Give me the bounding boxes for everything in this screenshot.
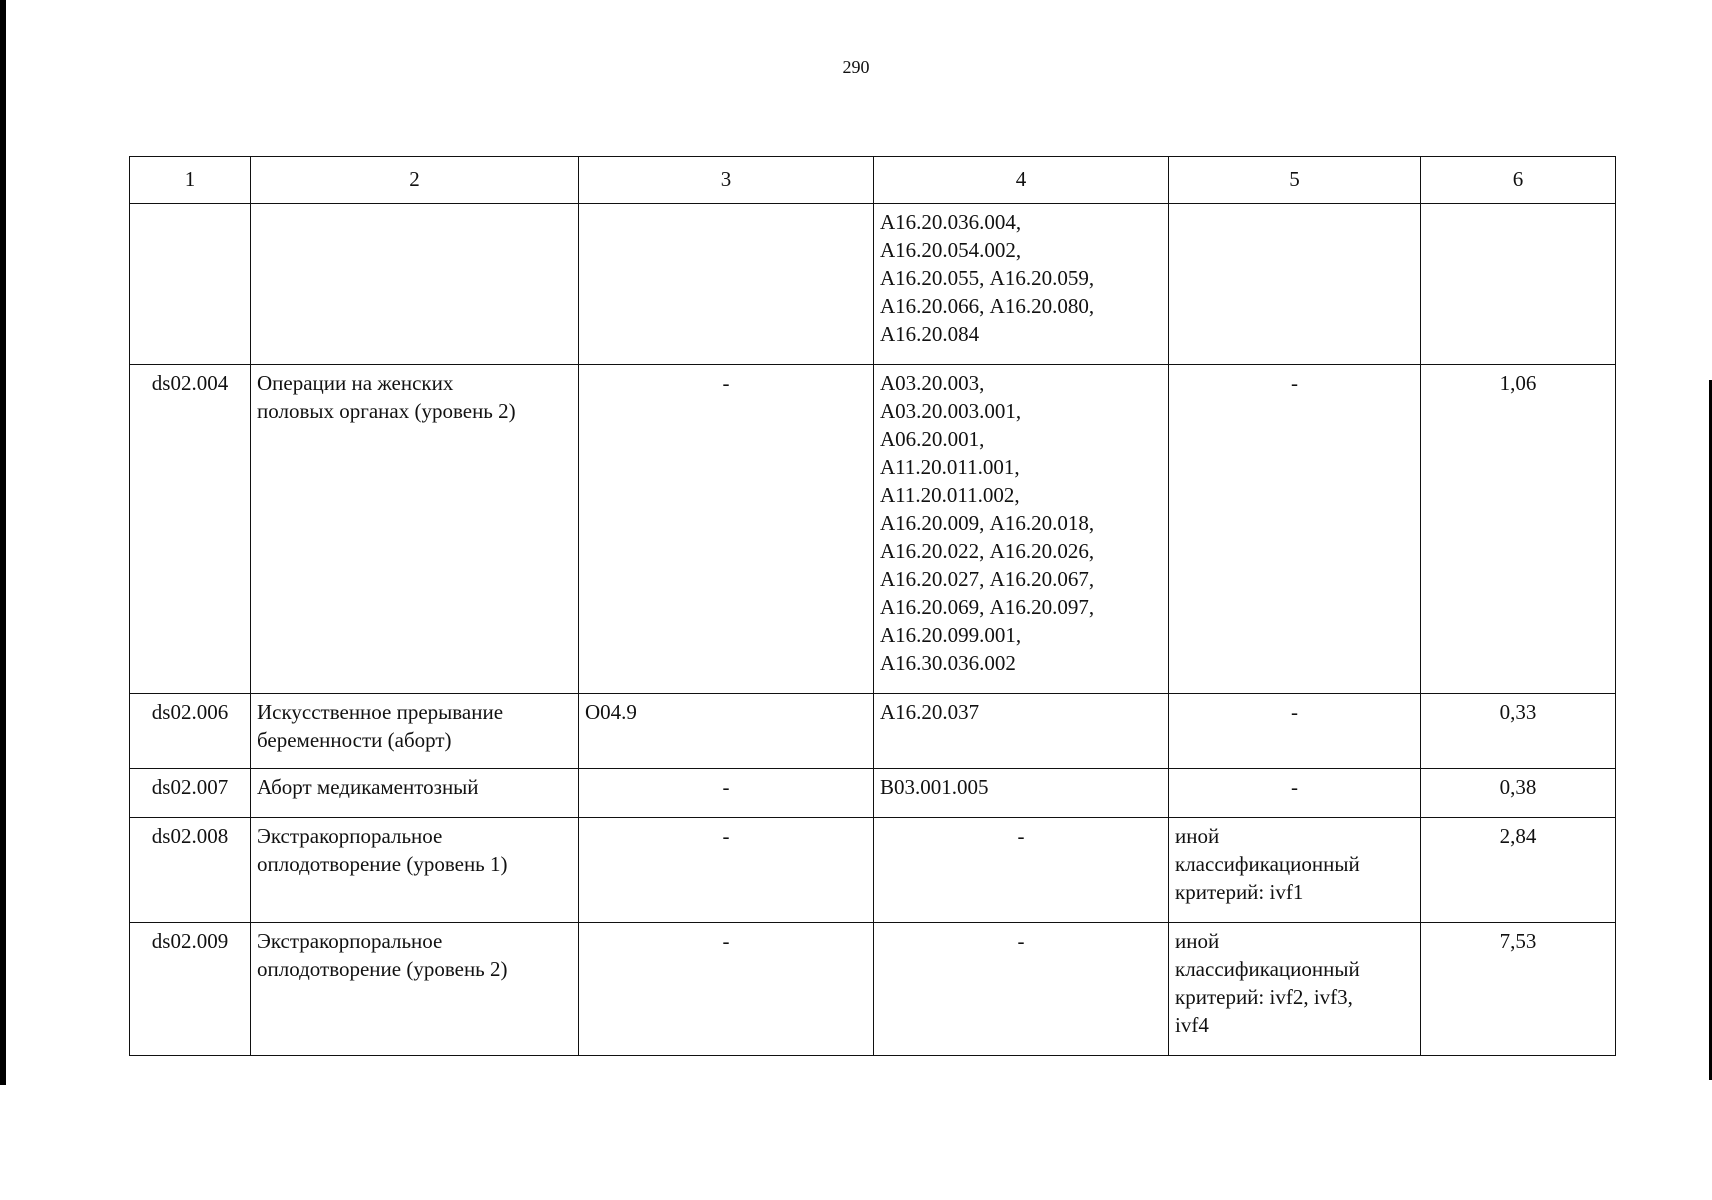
- tariff-table: [129, 156, 1616, 1056]
- criterion-line: ivf4: [1175, 1013, 1209, 1037]
- column-header-1: 1: [130, 157, 251, 204]
- cell-name: [251, 769, 579, 818]
- cell-code: ds02.007: [130, 769, 251, 818]
- table-row: [130, 769, 1616, 818]
- criterion-line: критерий: ivf2, ivf3,: [1175, 985, 1353, 1009]
- criterion-line: классификационный: [1175, 852, 1360, 876]
- cell-name: [251, 923, 579, 1056]
- criterion-line: -: [1291, 700, 1298, 724]
- service-line: А16.30.036.002: [880, 651, 1016, 675]
- service-line: А16.20.066, А16.20.080,: [880, 294, 1095, 318]
- criterion-line: -: [1291, 371, 1298, 395]
- column-header-6: 6: [1421, 157, 1616, 204]
- cell-diagnosis: O04.9: [579, 694, 874, 769]
- cell-code: [130, 204, 251, 365]
- service-line: А16.20.009, А16.20.018,: [880, 511, 1095, 535]
- cell-code: ds02.008: [130, 818, 251, 923]
- table-body: [130, 204, 1616, 1056]
- name-line: Экстракорпоральное: [257, 824, 443, 848]
- service-line: А03.20.003,: [880, 371, 985, 395]
- cell-services: [874, 769, 1169, 818]
- cell-coefficient: 0,33: [1421, 694, 1616, 769]
- cell-criterion: [1169, 365, 1421, 694]
- cell-services: [874, 694, 1169, 769]
- table-row: [130, 818, 1616, 923]
- name-line: Искусственное прерывание: [257, 700, 504, 724]
- cell-diagnosis: -: [579, 923, 874, 1056]
- cell-services: [874, 204, 1169, 365]
- service-line: -: [1017, 824, 1025, 848]
- cell-diagnosis: -: [579, 769, 874, 818]
- name-line: оплодотворение (уровень 2): [257, 957, 508, 981]
- name-line: беременности (аборт): [257, 728, 452, 752]
- cell-name: [251, 204, 579, 365]
- service-line: А16.20.084: [880, 322, 980, 346]
- cell-name: [251, 818, 579, 923]
- name-line: Аборт медикаментозный: [257, 775, 479, 799]
- cell-name: [251, 694, 579, 769]
- cell-name: [251, 365, 579, 694]
- column-header-2: 2: [251, 157, 579, 204]
- cell-criterion: [1169, 923, 1421, 1056]
- cell-criterion: [1169, 694, 1421, 769]
- cell-services: [874, 365, 1169, 694]
- criterion-line: иной: [1175, 929, 1220, 953]
- criterion-line: классификационный: [1175, 957, 1360, 981]
- cell-services: [874, 923, 1169, 1056]
- cell-coefficient: 2,84: [1421, 818, 1616, 923]
- cell-coefficient: 0,38: [1421, 769, 1616, 818]
- cell-code: ds02.004: [130, 365, 251, 694]
- criterion-line: -: [1291, 775, 1298, 799]
- service-line: В03.001.005: [880, 775, 989, 799]
- service-line: А16.20.036.004,: [880, 210, 1022, 234]
- cell-services: [874, 818, 1169, 923]
- service-line: А16.20.027, А16.20.067,: [880, 567, 1095, 591]
- cell-code: ds02.006: [130, 694, 251, 769]
- table-row: [130, 923, 1616, 1056]
- service-line: А16.20.099.001,: [880, 623, 1022, 647]
- table-row: [130, 204, 1616, 365]
- cell-diagnosis: -: [579, 818, 874, 923]
- table-row: [130, 694, 1616, 769]
- name-line: оплодотворение (уровень 1): [257, 852, 508, 876]
- name-line: половых органах (уровень 2): [257, 399, 516, 423]
- cell-diagnosis: [579, 204, 874, 365]
- table-header: [130, 157, 1616, 204]
- cell-coefficient: 7,53: [1421, 923, 1616, 1056]
- service-line: А16.20.055, А16.20.059,: [880, 266, 1095, 290]
- scan-left-edge: [0, 0, 6, 1085]
- cell-code: ds02.009: [130, 923, 251, 1056]
- service-line: А16.20.037: [880, 700, 980, 724]
- service-line: А11.20.011.001,: [880, 455, 1020, 479]
- cell-criterion: [1169, 204, 1421, 365]
- service-line: А16.20.054.002,: [880, 238, 1022, 262]
- cell-criterion: [1169, 818, 1421, 923]
- column-header-3: 3: [579, 157, 874, 204]
- column-header-5: 5: [1169, 157, 1421, 204]
- service-line: А06.20.001,: [880, 427, 985, 451]
- table-row: [130, 365, 1616, 694]
- service-line: А16.20.069, А16.20.097,: [880, 595, 1095, 619]
- criterion-line: иной: [1175, 824, 1220, 848]
- header-row: [130, 157, 1616, 204]
- service-line: А03.20.003.001,: [880, 399, 1022, 423]
- name-line: Экстракорпоральное: [257, 929, 443, 953]
- cell-criterion: [1169, 769, 1421, 818]
- service-line: А11.20.011.002,: [880, 483, 1020, 507]
- name-line: Операции на женских: [257, 371, 454, 395]
- cell-coefficient: [1421, 204, 1616, 365]
- cell-diagnosis: -: [579, 365, 874, 694]
- criterion-line: критерий: ivf1: [1175, 880, 1304, 904]
- service-line: А16.20.022, А16.20.026,: [880, 539, 1095, 563]
- cell-coefficient: 1,06: [1421, 365, 1616, 694]
- page-number: 290: [842, 57, 870, 77]
- service-line: -: [1017, 929, 1025, 953]
- column-header-4: 4: [874, 157, 1169, 204]
